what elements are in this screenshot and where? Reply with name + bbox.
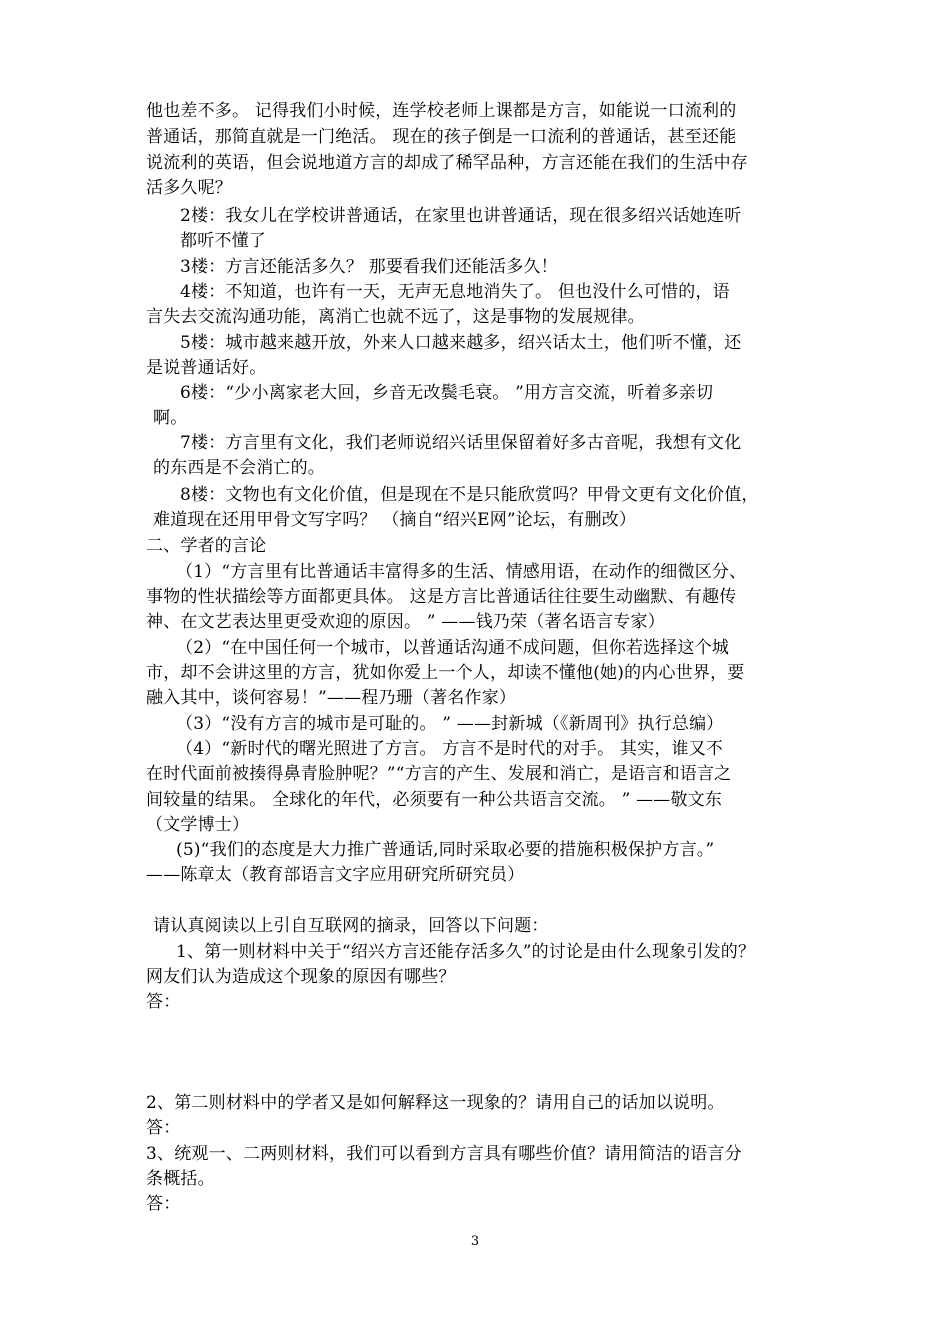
text-line: （3）“没有方言的城市是可耻的。 ” ——封新城（《新周刊》执行总编） xyxy=(176,714,724,734)
question-2: 2、第二则材料中的学者又是如何解释这一现象的？请用自己的话加以说明。 xyxy=(146,1093,725,1113)
text-line: 市，却不会讲这里的方言，犹如你爱上一个人，却读不懂他(她)的内心世界，要 xyxy=(146,663,745,683)
question-3: 3、统观一、二两则材料，我们可以看到方言具有哪些价值？请用简洁的语言分 xyxy=(146,1144,742,1164)
text-line: 2楼：我女儿在学校讲普通话，在家里也讲普通话，现在很多绍兴话她连听 xyxy=(180,206,742,226)
text-line: 事物的性状描绘等方面都更具体。 这是方言比普通话往往要生动幽默、有趣传 xyxy=(146,587,737,607)
text-line: 融入其中，谈何容易！”——程乃珊（著名作家） xyxy=(146,688,517,708)
answer-label: 答： xyxy=(146,1118,181,1138)
text-line: 活多久呢？ xyxy=(146,178,232,198)
instruction-line: 请认真阅读以上引自互联网的摘录，回答以下问题： xyxy=(153,916,549,936)
text-line: 说流利的英语，但会说地道方言的却成了稀罕品种，方言还能在我们的生活中存 xyxy=(146,153,748,173)
question-1-cont: 网友们认为造成这个现象的原因有哪些？ xyxy=(146,967,456,987)
text-line: 在时代面前被揍得鼻青脸肿呢？”“方言的产生、发展和消亡，是语言和语言之 xyxy=(146,764,732,784)
text-line: 8楼：文物也有文化价值，但是现在不是只能欣赏吗？甲骨文更有文化价值， xyxy=(180,485,759,505)
text-line: 的东西是不会消亡的。 xyxy=(153,458,325,478)
text-line: 普通话，那简直就是一门绝活。 现在的孩子倒是一口流利的普通话，甚至还能 xyxy=(146,127,737,147)
section-heading: 二、学者的言论 xyxy=(146,536,267,556)
text-line: 啊。 xyxy=(153,408,188,428)
text-line: ——陈章太（教育部语言文字应用研究所研究员） xyxy=(146,865,525,885)
text-line: （文学博士） xyxy=(146,815,250,835)
text-line: 言失去交流沟通功能，离消亡也就不远了，这是事物的发展规律。 xyxy=(146,307,645,327)
text-line: 他也差不多。 记得我们小时候，连学校老师上课都是方言，如能说一口流利的 xyxy=(146,101,737,121)
question-1: 1、第一则材料中关于“绍兴方言还能存活多久”的讨论是由什么现象引发的？ xyxy=(176,942,756,962)
text-line: 间较量的结果。 全球化的年代，必须要有一种公共语言交流。 ” ——敬文东 xyxy=(146,790,723,810)
text-line: 7楼：方言里有文化，我们老师说绍兴话里保留着好多古音呢，我想有文化 xyxy=(180,433,742,453)
text-line: 6楼：“少小离家老大回，乡音无改鬓毛衰。 ”用方言交流，听着多亲切 xyxy=(180,383,714,403)
text-line: 3楼：方言还能活多久？ 那要看我们还能活多久！ xyxy=(180,257,558,277)
text-line: （1）“方言里有比普通话丰富得多的生活、情感用语，在动作的细微区分、 xyxy=(176,562,747,582)
text-line: （2）“在中国任何一个城市，以普通话沟通不成问题，但你若选择这个城 xyxy=(176,638,730,658)
text-line: 4楼：不知道，也许有一天，无声无息地消失了。 但也没什么可惜的，语 xyxy=(180,282,730,302)
question-3-cont: 条概括。 xyxy=(146,1169,215,1189)
source-citation: 难道现在还用甲骨文写字吗？ （摘自“绍兴E网”论坛，有删改） xyxy=(153,510,637,530)
page-number: 3 xyxy=(470,1234,480,1249)
text-line: (5)“我们的态度是大力推广普通话,同时采取必要的措施积极保护方言。” xyxy=(176,840,715,860)
answer-label: 答： xyxy=(146,1194,181,1214)
text-line: （4）“新时代的曙光照进了方言。 方言不是时代的对手。 其实，谁又不 xyxy=(176,739,724,759)
answer-label: 答： xyxy=(146,992,181,1012)
text-line: 都听不懂了 xyxy=(180,231,266,251)
text-line: 是说普通话好。 xyxy=(146,358,267,378)
text-line: 5楼：城市越来越开放，外来人口越来越多，绍兴话太土，他们听不懂，还 xyxy=(180,333,742,353)
text-line: 神、在文艺表达里更受欢迎的原因。 ” ——钱乃荣（著名语言专家） xyxy=(146,612,665,632)
